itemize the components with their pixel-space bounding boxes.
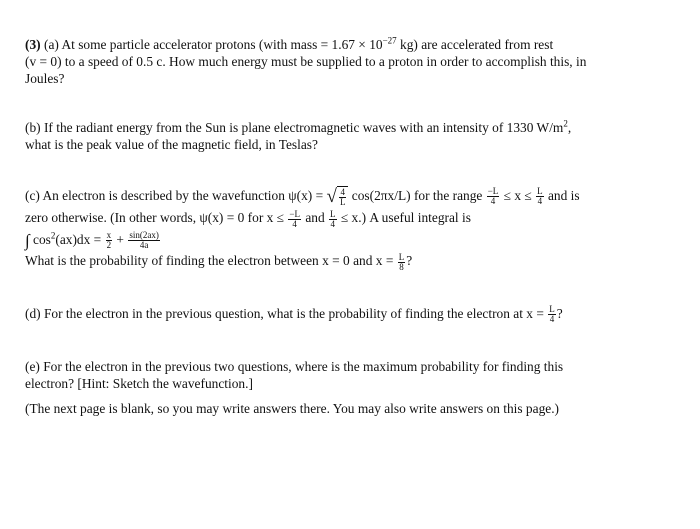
part-e-line-1: (e) For the electron in the previous two questions, where is the maximum probability for finding this	[25, 359, 564, 374]
part-e	[25, 358, 673, 392]
answer-note: (The next page is blank, so you may write answers there. You may also write answers on this page.)	[25, 401, 560, 416]
part-a-line-2: (v = 0) to a speed of 0.5 c. How much energy must be supplied to a proton in order to accomplish this, in	[25, 54, 587, 69]
problem-number: (3)	[25, 37, 41, 52]
part-b-line-2: what is the peak value of the magnetic field, in Teslas?	[25, 137, 318, 152]
sqrt-expression: √ $\frac{4}{L}$	[327, 186, 349, 207]
useful-integral: ∫ $\cos^2(ax)dx$ = $\frac{x}{2}$ + $\frac{\sin(2ax)}{4a}$	[25, 230, 159, 251]
part-a-line-3: Joules?	[25, 71, 65, 86]
part-c-line-1: (c) An electron is described by the wavefunction ψ(x) = √ $\frac{4}{L}$ cos(2πx/L) for the range $\frac{-L}{4}$ ≤ x ≤ $\frac{L}{4}$ and is	[25, 186, 580, 208]
part-b	[25, 119, 673, 153]
part-b-line-1: (b) If the radiant energy from the Sun is plane electromagnetic waves with an intensity of 1330 $W/m^2$,	[25, 118, 572, 135]
part-c	[25, 186, 673, 272]
part-c-question: What is the probability of finding the electron between x = 0 and x = $\frac{L}{8}$ ?	[25, 251, 413, 272]
part-a-line-1: (3) (a) At some particle accelerator protons (with mass = $1.67 \times 10^{-27}$ kg) are accelerated from rest	[25, 35, 554, 52]
part-e-line-2: electron? [Hint: Sketch the wavefunction.]	[25, 376, 253, 391]
part-c-line-2: zero otherwise. (In other words, ψ(x) = 0 for x ≤ $\frac{-L}{4}$ and $\frac{L}{4}$ ≤ x.) A useful integral is	[25, 208, 471, 229]
part-a	[25, 36, 673, 87]
part-d: (d) For the electron in the previous question, what is the probability of finding the electron at x = $\frac{L}{4}$ ?	[25, 304, 563, 325]
